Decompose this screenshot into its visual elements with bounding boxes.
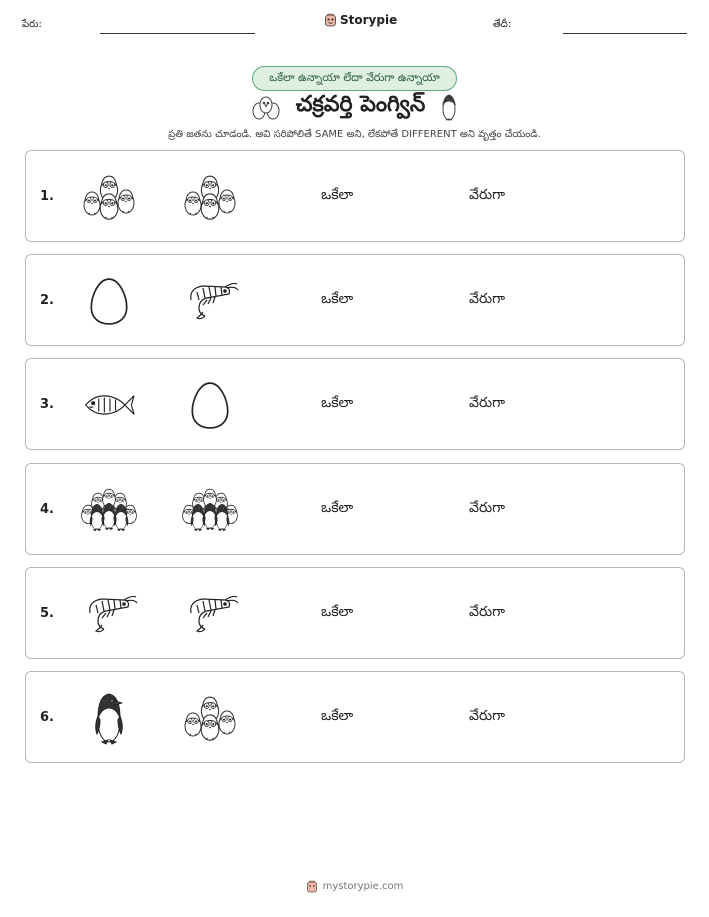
worksheet-row bbox=[25, 671, 685, 763]
worksheet-row bbox=[25, 358, 685, 450]
chick-group-icon bbox=[181, 690, 239, 746]
name-label: పేరు: bbox=[22, 19, 42, 30]
title-row bbox=[0, 91, 709, 123]
different-option[interactable]: వేరుగా bbox=[469, 187, 505, 203]
instructions: ప్రతి జతను చూడండి. అవి సరిపోలితే SAME అని, లేకపోతే DIFFERENT అని వృత్తం చేయండి. bbox=[168, 129, 541, 140]
chick-group-icon bbox=[181, 169, 239, 225]
same-option[interactable]: ఒకేలా bbox=[321, 603, 354, 620]
brand-logo bbox=[324, 13, 397, 27]
row-number: 3. bbox=[40, 397, 54, 413]
same-option[interactable]: ఒకేలా bbox=[321, 395, 354, 412]
different-option[interactable]: వేరుగా bbox=[469, 603, 505, 620]
footer-url[interactable]: mystorypie.com bbox=[322, 881, 404, 892]
penguin-icon bbox=[439, 92, 459, 122]
subtitle-badge: ఒకేలా ఉన్నాయా లేదా వేరుగా ఉన్నాయా bbox=[252, 66, 457, 91]
worksheet-row bbox=[25, 254, 685, 346]
fish-icon bbox=[80, 377, 138, 433]
shrimp-icon bbox=[181, 273, 239, 329]
shrimp-icon bbox=[181, 586, 239, 642]
name-line bbox=[100, 33, 255, 34]
page-title: చక్రవర్తి పెంగ్విన్ bbox=[295, 92, 426, 117]
different-option[interactable]: వేరుగా bbox=[469, 395, 505, 412]
worksheet-row bbox=[25, 150, 685, 242]
egg-icon bbox=[181, 377, 239, 433]
worksheet-rows bbox=[25, 150, 685, 775]
chick-group-icon bbox=[80, 169, 138, 225]
worksheet-row bbox=[25, 567, 685, 659]
row-number: 5. bbox=[40, 605, 54, 621]
worksheet-row bbox=[25, 463, 685, 555]
footer bbox=[0, 880, 709, 893]
shrimp-icon bbox=[80, 586, 138, 642]
penguin-icon bbox=[80, 690, 138, 746]
storypie-mascot-icon bbox=[324, 13, 337, 27]
different-option[interactable]: వేరుగా bbox=[469, 707, 505, 724]
different-option[interactable]: వేరుగా bbox=[469, 291, 505, 308]
storypie-mascot-icon bbox=[306, 880, 318, 893]
date-line bbox=[563, 33, 687, 34]
same-option[interactable]: ఒకేలా bbox=[321, 291, 354, 308]
penguin-chicks-icon bbox=[250, 93, 282, 121]
brand-name: Storypie bbox=[340, 13, 398, 27]
row-number: 2. bbox=[40, 293, 54, 309]
same-option[interactable]: ఒకేలా bbox=[321, 499, 354, 516]
different-option[interactable]: వేరుగా bbox=[469, 499, 505, 516]
row-number: 1. bbox=[40, 189, 54, 204]
row-number: 6. bbox=[40, 709, 54, 725]
date-label: తేదీ: bbox=[493, 19, 512, 30]
same-option[interactable]: ఒకేలా bbox=[321, 707, 354, 724]
penguin-colony-icon bbox=[80, 482, 138, 538]
row-number: 4. bbox=[40, 501, 54, 517]
egg-icon bbox=[80, 273, 138, 329]
same-option[interactable]: ఒకేలా bbox=[321, 187, 354, 203]
penguin-colony-icon bbox=[181, 482, 239, 538]
